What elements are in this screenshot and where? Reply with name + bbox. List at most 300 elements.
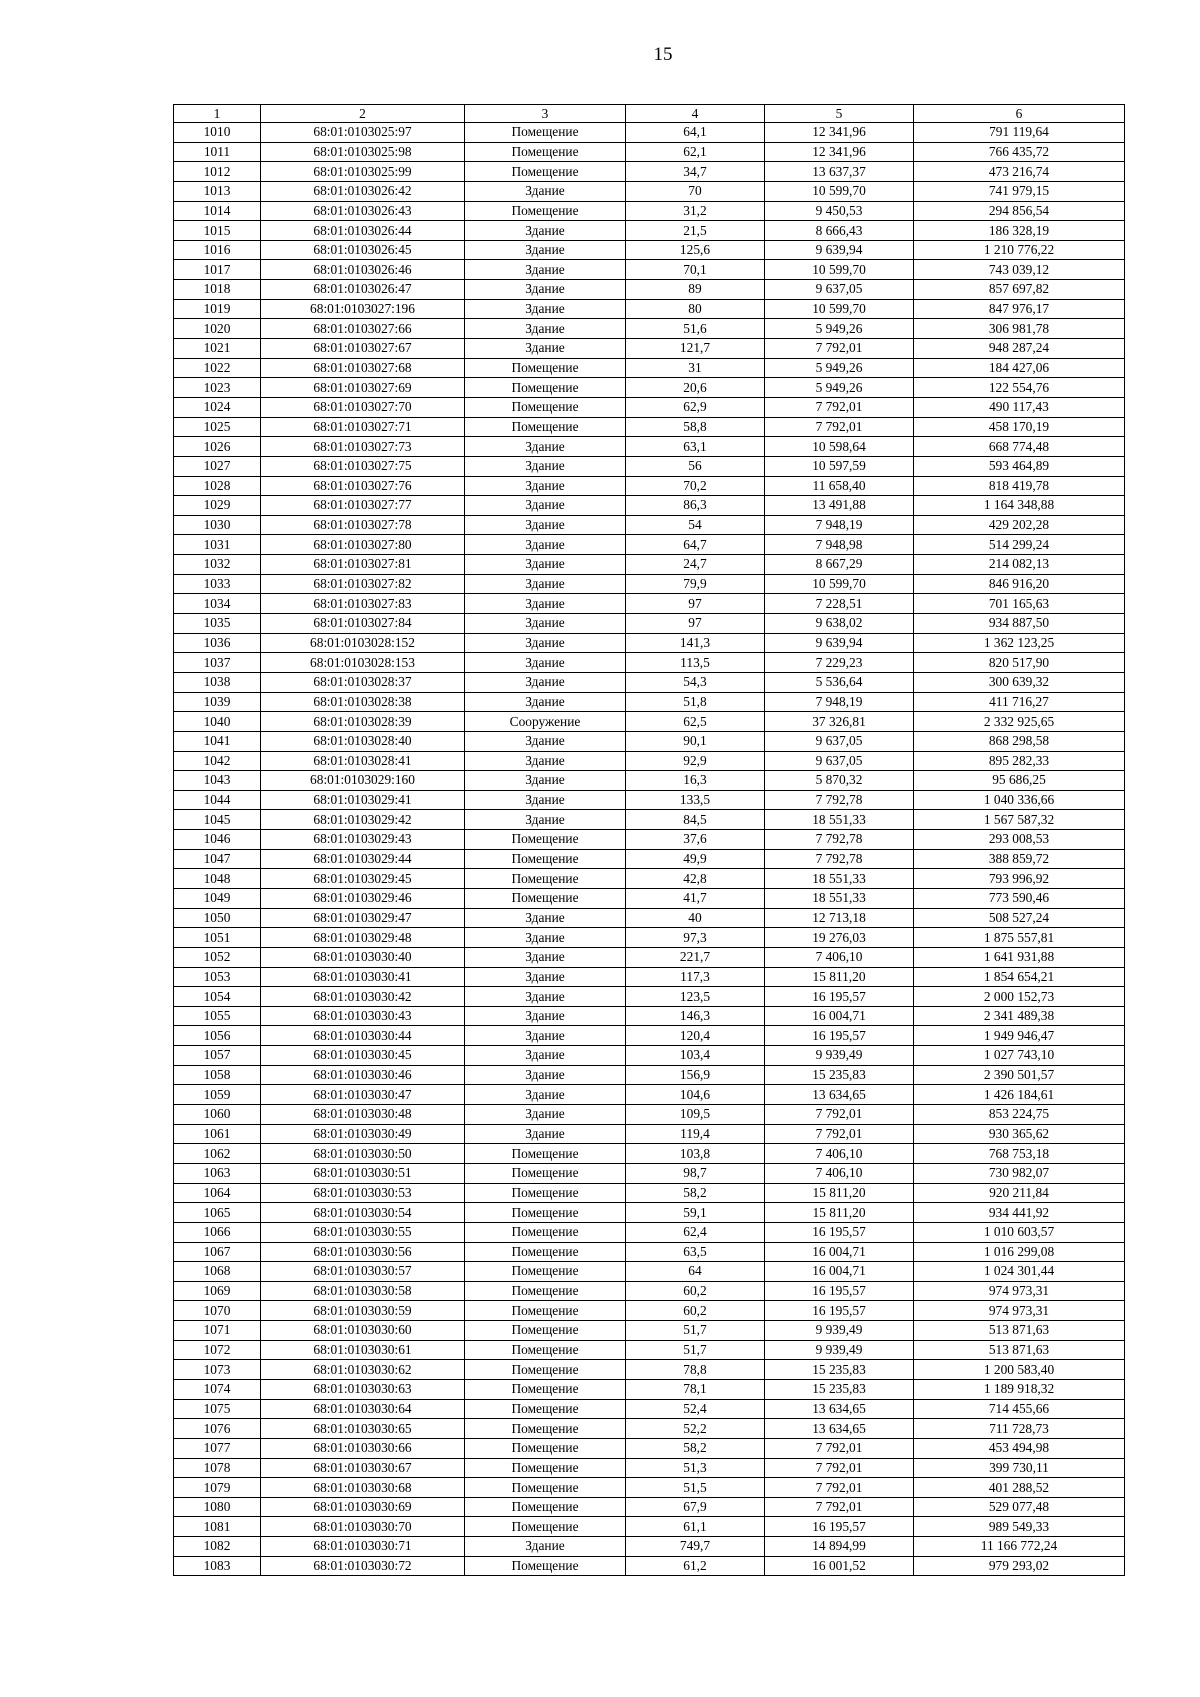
table-row — [174, 712, 1125, 732]
area-cell: 97 — [626, 594, 765, 614]
area-cell: 146,3 — [626, 1006, 765, 1026]
cadastral-number-cell: 68:01:0103030:68 — [261, 1478, 465, 1498]
cadastral-number-cell: 68:01:0103027:71 — [261, 417, 465, 437]
row-number-cell: 1074 — [174, 1380, 261, 1400]
cadastral-number-cell: 68:01:0103028:41 — [261, 751, 465, 771]
table-row — [174, 1163, 1125, 1183]
area-cell: 56 — [626, 456, 765, 476]
cadastral-number-cell: 68:01:0103030:41 — [261, 967, 465, 987]
row-number-cell: 1010 — [174, 123, 261, 143]
cadastral-value-cell: 743 039,12 — [914, 260, 1125, 280]
row-number-cell: 1045 — [174, 810, 261, 830]
cadastral-number-cell: 68:01:0103030:60 — [261, 1321, 465, 1341]
area-cell: 123,5 — [626, 987, 765, 1007]
cadastral-value-cell: 820 517,90 — [914, 653, 1125, 673]
cadastral-value-cell: 974 973,31 — [914, 1301, 1125, 1321]
area-cell: 63,5 — [626, 1242, 765, 1262]
specific-value-cell: 16 195,57 — [765, 1301, 914, 1321]
row-number-cell: 1080 — [174, 1497, 261, 1517]
cadastral-number-cell: 68:01:0103030:43 — [261, 1006, 465, 1026]
table-row — [174, 1262, 1125, 1282]
cadastral-value-cell: 711 728,73 — [914, 1419, 1125, 1439]
area-cell: 58,2 — [626, 1438, 765, 1458]
table-row — [174, 358, 1125, 378]
area-cell: 121,7 — [626, 339, 765, 359]
object-type-cell: Помещение — [465, 397, 626, 417]
specific-value-cell: 7 792,01 — [765, 339, 914, 359]
object-type-cell: Здание — [465, 790, 626, 810]
table-row — [174, 653, 1125, 673]
cadastral-value-cell: 300 639,32 — [914, 672, 1125, 692]
cadastral-value-cell: 793 996,92 — [914, 869, 1125, 889]
specific-value-cell: 7 948,98 — [765, 535, 914, 555]
row-number-cell: 1029 — [174, 496, 261, 516]
area-cell: 119,4 — [626, 1124, 765, 1144]
row-number-cell: 1034 — [174, 594, 261, 614]
row-number-cell: 1024 — [174, 397, 261, 417]
row-number-cell: 1046 — [174, 830, 261, 850]
row-number-cell: 1036 — [174, 633, 261, 653]
specific-value-cell: 8 667,29 — [765, 555, 914, 575]
area-cell: 64 — [626, 1262, 765, 1282]
specific-value-cell: 16 004,71 — [765, 1262, 914, 1282]
area-cell: 61,1 — [626, 1517, 765, 1537]
column-number-cell: 3 — [465, 105, 626, 123]
cadastral-number-cell: 68:01:0103030:54 — [261, 1203, 465, 1223]
specific-value-cell: 13 634,65 — [765, 1085, 914, 1105]
area-cell: 62,4 — [626, 1222, 765, 1242]
specific-value-cell: 7 792,01 — [765, 1438, 914, 1458]
specific-value-cell: 5 536,64 — [765, 672, 914, 692]
row-number-cell: 1048 — [174, 869, 261, 889]
object-type-cell: Помещение — [465, 378, 626, 398]
row-number-cell: 1058 — [174, 1065, 261, 1085]
object-type-cell: Здание — [465, 456, 626, 476]
row-number-cell: 1038 — [174, 672, 261, 692]
row-number-cell: 1057 — [174, 1046, 261, 1066]
object-type-cell: Здание — [465, 221, 626, 241]
object-type-cell: Помещение — [465, 1419, 626, 1439]
cadastral-value-cell: 1 040 336,66 — [914, 790, 1125, 810]
table-row — [174, 1183, 1125, 1203]
specific-value-cell: 15 811,20 — [765, 967, 914, 987]
specific-value-cell: 12 341,96 — [765, 142, 914, 162]
object-type-cell: Помещение — [465, 1556, 626, 1576]
specific-value-cell: 13 637,37 — [765, 162, 914, 182]
cadastral-number-cell: 68:01:0103030:48 — [261, 1105, 465, 1125]
area-cell: 70 — [626, 181, 765, 201]
object-type-cell: Здание — [465, 437, 626, 457]
area-cell: 62,5 — [626, 712, 765, 732]
table-row — [174, 731, 1125, 751]
cadastral-number-cell: 68:01:0103030:71 — [261, 1537, 465, 1557]
object-type-cell: Помещение — [465, 1517, 626, 1537]
cadastral-number-cell: 68:01:0103027:80 — [261, 535, 465, 555]
cadastral-number-cell: 68:01:0103027:196 — [261, 299, 465, 319]
object-type-cell: Здание — [465, 771, 626, 791]
table-row — [174, 614, 1125, 634]
specific-value-cell: 5 870,32 — [765, 771, 914, 791]
area-cell: 113,5 — [626, 653, 765, 673]
cadastral-value-cell: 934 887,50 — [914, 614, 1125, 634]
row-number-cell: 1077 — [174, 1438, 261, 1458]
row-number-cell: 1025 — [174, 417, 261, 437]
area-cell: 90,1 — [626, 731, 765, 751]
object-type-cell: Здание — [465, 1105, 626, 1125]
table-row — [174, 810, 1125, 830]
object-type-cell: Помещение — [465, 1438, 626, 1458]
table-row — [174, 496, 1125, 516]
object-type-cell: Здание — [465, 496, 626, 516]
specific-value-cell: 9 939,49 — [765, 1340, 914, 1360]
specific-value-cell: 10 599,70 — [765, 574, 914, 594]
row-number-cell: 1066 — [174, 1222, 261, 1242]
table-row — [174, 1203, 1125, 1223]
area-cell: 80 — [626, 299, 765, 319]
cadastral-number-cell: 68:01:0103028:38 — [261, 692, 465, 712]
area-cell: 133,5 — [626, 790, 765, 810]
area-cell: 58,8 — [626, 417, 765, 437]
row-number-cell: 1014 — [174, 201, 261, 221]
area-cell: 64,1 — [626, 123, 765, 143]
cadastral-number-cell: 68:01:0103026:46 — [261, 260, 465, 280]
table-row — [174, 280, 1125, 300]
area-cell: 221,7 — [626, 947, 765, 967]
row-number-cell: 1067 — [174, 1242, 261, 1262]
cadastral-value-cell: 490 117,43 — [914, 397, 1125, 417]
cadastral-value-cell: 95 686,25 — [914, 771, 1125, 791]
cadastral-value-cell: 773 590,46 — [914, 888, 1125, 908]
row-number-cell: 1083 — [174, 1556, 261, 1576]
specific-value-cell: 15 811,20 — [765, 1203, 914, 1223]
row-number-cell: 1065 — [174, 1203, 261, 1223]
table-row — [174, 1281, 1125, 1301]
object-type-cell: Здание — [465, 181, 626, 201]
object-type-cell: Помещение — [465, 1242, 626, 1262]
cadastral-number-cell: 68:01:0103027:73 — [261, 437, 465, 457]
area-cell: 62,1 — [626, 142, 765, 162]
object-type-cell: Здание — [465, 1065, 626, 1085]
cadastral-value-cell: 989 549,33 — [914, 1517, 1125, 1537]
cadastral-number-cell: 68:01:0103027:75 — [261, 456, 465, 476]
cadastral-value-cell: 429 202,28 — [914, 515, 1125, 535]
specific-value-cell: 12 713,18 — [765, 908, 914, 928]
area-cell: 49,9 — [626, 849, 765, 869]
object-type-cell: Помещение — [465, 201, 626, 221]
object-type-cell: Здание — [465, 1026, 626, 1046]
table-row — [174, 456, 1125, 476]
cadastral-number-cell: 68:01:0103030:40 — [261, 947, 465, 967]
row-number-cell: 1079 — [174, 1478, 261, 1498]
specific-value-cell: 9 637,05 — [765, 280, 914, 300]
table-row — [174, 692, 1125, 712]
row-number-cell: 1016 — [174, 240, 261, 260]
row-number-cell: 1021 — [174, 339, 261, 359]
cadastral-number-cell: 68:01:0103030:67 — [261, 1458, 465, 1478]
specific-value-cell: 7 792,01 — [765, 417, 914, 437]
cadastral-number-cell: 68:01:0103030:49 — [261, 1124, 465, 1144]
cadastral-number-cell: 68:01:0103030:53 — [261, 1183, 465, 1203]
object-type-cell: Здание — [465, 672, 626, 692]
specific-value-cell: 11 658,40 — [765, 476, 914, 496]
object-type-cell: Здание — [465, 1124, 626, 1144]
object-type-cell: Помещение — [465, 1340, 626, 1360]
specific-value-cell: 16 195,57 — [765, 1026, 914, 1046]
cadastral-number-cell: 68:01:0103028:39 — [261, 712, 465, 732]
specific-value-cell: 5 949,26 — [765, 378, 914, 398]
specific-value-cell: 13 491,88 — [765, 496, 914, 516]
table-row — [174, 221, 1125, 241]
cadastral-number-cell: 68:01:0103030:61 — [261, 1340, 465, 1360]
object-type-cell: Помещение — [465, 1281, 626, 1301]
row-number-cell: 1037 — [174, 653, 261, 673]
row-number-cell: 1041 — [174, 731, 261, 751]
area-cell: 141,3 — [626, 633, 765, 653]
object-type-cell: Помещение — [465, 1262, 626, 1282]
table-row — [174, 1301, 1125, 1321]
object-type-cell: Помещение — [465, 142, 626, 162]
cadastral-number-cell: 68:01:0103029:46 — [261, 888, 465, 908]
table-row — [174, 771, 1125, 791]
table-row — [174, 1144, 1125, 1164]
table-row — [174, 162, 1125, 182]
table-row — [174, 142, 1125, 162]
cadastral-value-cell: 714 455,66 — [914, 1399, 1125, 1419]
specific-value-cell: 16 001,52 — [765, 1556, 914, 1576]
table-row — [174, 1380, 1125, 1400]
area-cell: 54 — [626, 515, 765, 535]
row-number-cell: 1022 — [174, 358, 261, 378]
area-cell: 59,1 — [626, 1203, 765, 1223]
area-cell: 34,7 — [626, 162, 765, 182]
table-row — [174, 1321, 1125, 1341]
table-row — [174, 1065, 1125, 1085]
cadastral-value-cell: 948 287,24 — [914, 339, 1125, 359]
row-number-cell: 1027 — [174, 456, 261, 476]
cadastral-number-cell: 68:01:0103030:70 — [261, 1517, 465, 1537]
table-row — [174, 594, 1125, 614]
cadastral-value-cell: 768 753,18 — [914, 1144, 1125, 1164]
cadastral-number-cell: 68:01:0103030:66 — [261, 1438, 465, 1458]
cadastral-value-cell: 293 008,53 — [914, 830, 1125, 850]
cadastral-value-cell: 1 949 946,47 — [914, 1026, 1125, 1046]
object-type-cell: Помещение — [465, 1183, 626, 1203]
column-number-cell: 1 — [174, 105, 261, 123]
area-cell: 98,7 — [626, 1163, 765, 1183]
cadastral-number-cell: 68:01:0103030:59 — [261, 1301, 465, 1321]
area-cell: 156,9 — [626, 1065, 765, 1085]
property-table — [173, 104, 1125, 1576]
row-number-cell: 1061 — [174, 1124, 261, 1144]
cadastral-number-cell: 68:01:0103027:84 — [261, 614, 465, 634]
cadastral-number-cell: 68:01:0103027:83 — [261, 594, 465, 614]
table-row — [174, 849, 1125, 869]
specific-value-cell: 15 811,20 — [765, 1183, 914, 1203]
area-cell: 70,2 — [626, 476, 765, 496]
cadastral-value-cell: 847 976,17 — [914, 299, 1125, 319]
row-number-cell: 1040 — [174, 712, 261, 732]
object-type-cell: Помещение — [465, 1321, 626, 1341]
cadastral-value-cell: 2 000 152,73 — [914, 987, 1125, 1007]
object-type-cell: Помещение — [465, 1380, 626, 1400]
cadastral-number-cell: 68:01:0103027:77 — [261, 496, 465, 516]
row-number-cell: 1023 — [174, 378, 261, 398]
cadastral-value-cell: 1 641 931,88 — [914, 947, 1125, 967]
table-row — [174, 378, 1125, 398]
cadastral-number-cell: 68:01:0103025:97 — [261, 123, 465, 143]
cadastral-value-cell: 401 288,52 — [914, 1478, 1125, 1498]
cadastral-number-cell: 68:01:0103030:64 — [261, 1399, 465, 1419]
area-cell: 31,2 — [626, 201, 765, 221]
object-type-cell: Помещение — [465, 1458, 626, 1478]
table-row — [174, 987, 1125, 1007]
cadastral-value-cell: 453 494,98 — [914, 1438, 1125, 1458]
specific-value-cell: 37 326,81 — [765, 712, 914, 732]
table-row — [174, 633, 1125, 653]
object-type-cell: Здание — [465, 1537, 626, 1557]
cadastral-value-cell: 974 973,31 — [914, 1281, 1125, 1301]
cadastral-value-cell: 214 082,13 — [914, 555, 1125, 575]
area-cell: 60,2 — [626, 1281, 765, 1301]
specific-value-cell: 8 666,43 — [765, 221, 914, 241]
specific-value-cell: 9 939,49 — [765, 1321, 914, 1341]
table-row — [174, 830, 1125, 850]
table-row — [174, 1046, 1125, 1066]
cadastral-value-cell: 514 299,24 — [914, 535, 1125, 555]
cadastral-value-cell: 2 341 489,38 — [914, 1006, 1125, 1026]
table-row — [174, 1222, 1125, 1242]
specific-value-cell: 9 638,02 — [765, 614, 914, 634]
object-type-cell: Здание — [465, 987, 626, 1007]
row-number-cell: 1051 — [174, 928, 261, 948]
table-body — [174, 105, 1125, 1576]
table-row — [174, 1360, 1125, 1380]
specific-value-cell: 5 949,26 — [765, 358, 914, 378]
cadastral-number-cell: 68:01:0103029:43 — [261, 830, 465, 850]
table-row — [174, 260, 1125, 280]
cadastral-value-cell: 730 982,07 — [914, 1163, 1125, 1183]
area-cell: 97,3 — [626, 928, 765, 948]
cadastral-value-cell: 513 871,63 — [914, 1340, 1125, 1360]
area-cell: 103,8 — [626, 1144, 765, 1164]
table-row — [174, 1458, 1125, 1478]
row-number-cell: 1070 — [174, 1301, 261, 1321]
table-row — [174, 908, 1125, 928]
area-cell: 21,5 — [626, 221, 765, 241]
table-row — [174, 1537, 1125, 1557]
specific-value-cell: 19 276,03 — [765, 928, 914, 948]
area-cell: 64,7 — [626, 535, 765, 555]
cadastral-value-cell: 2 390 501,57 — [914, 1065, 1125, 1085]
area-cell: 92,9 — [626, 751, 765, 771]
row-number-cell: 1060 — [174, 1105, 261, 1125]
cadastral-value-cell: 1 027 743,10 — [914, 1046, 1125, 1066]
cadastral-value-cell: 529 077,48 — [914, 1497, 1125, 1517]
cadastral-value-cell: 2 332 925,65 — [914, 712, 1125, 732]
specific-value-cell: 7 948,19 — [765, 515, 914, 535]
area-cell: 51,7 — [626, 1340, 765, 1360]
area-cell: 79,9 — [626, 574, 765, 594]
cadastral-number-cell: 68:01:0103030:47 — [261, 1085, 465, 1105]
cadastral-number-cell: 68:01:0103028:37 — [261, 672, 465, 692]
cadastral-number-cell: 68:01:0103030:69 — [261, 1497, 465, 1517]
cadastral-number-cell: 68:01:0103030:55 — [261, 1222, 465, 1242]
cadastral-value-cell: 1 200 583,40 — [914, 1360, 1125, 1380]
specific-value-cell: 9 939,49 — [765, 1046, 914, 1066]
cadastral-number-cell: 68:01:0103029:41 — [261, 790, 465, 810]
cadastral-number-cell: 68:01:0103028:40 — [261, 731, 465, 751]
cadastral-value-cell: 1 016 299,08 — [914, 1242, 1125, 1262]
cadastral-number-cell: 68:01:0103027:76 — [261, 476, 465, 496]
cadastral-number-cell: 68:01:0103027:81 — [261, 555, 465, 575]
cadastral-value-cell: 895 282,33 — [914, 751, 1125, 771]
area-cell: 58,2 — [626, 1183, 765, 1203]
row-number-cell: 1050 — [174, 908, 261, 928]
object-type-cell: Здание — [465, 594, 626, 614]
table-row — [174, 515, 1125, 535]
area-cell: 78,1 — [626, 1380, 765, 1400]
table-row — [174, 299, 1125, 319]
row-number-cell: 1043 — [174, 771, 261, 791]
table-row — [174, 1085, 1125, 1105]
object-type-cell: Помещение — [465, 162, 626, 182]
object-type-cell: Здание — [465, 535, 626, 555]
object-type-cell: Здание — [465, 1006, 626, 1026]
row-number-cell: 1056 — [174, 1026, 261, 1046]
specific-value-cell: 7 792,01 — [765, 1478, 914, 1498]
table-row — [174, 1242, 1125, 1262]
area-cell: 749,7 — [626, 1537, 765, 1557]
object-type-cell: Здание — [465, 240, 626, 260]
specific-value-cell: 9 639,94 — [765, 633, 914, 653]
specific-value-cell: 10 599,70 — [765, 299, 914, 319]
area-cell: 52,2 — [626, 1419, 765, 1439]
area-cell: 125,6 — [626, 240, 765, 260]
cadastral-number-cell: 68:01:0103029:47 — [261, 908, 465, 928]
cadastral-value-cell: 122 554,76 — [914, 378, 1125, 398]
table-row — [174, 888, 1125, 908]
table-row — [174, 947, 1125, 967]
area-cell: 117,3 — [626, 967, 765, 987]
cadastral-number-cell: 68:01:0103030:72 — [261, 1556, 465, 1576]
area-cell: 20,6 — [626, 378, 765, 398]
row-number-cell: 1062 — [174, 1144, 261, 1164]
area-cell: 78,8 — [626, 1360, 765, 1380]
object-type-cell: Помещение — [465, 1222, 626, 1242]
area-cell: 40 — [626, 908, 765, 928]
table-row — [174, 869, 1125, 889]
table-row — [174, 1419, 1125, 1439]
area-cell: 31 — [626, 358, 765, 378]
object-type-cell: Здание — [465, 810, 626, 830]
table-row — [174, 437, 1125, 457]
area-cell: 97 — [626, 614, 765, 634]
cadastral-value-cell: 846 916,20 — [914, 574, 1125, 594]
specific-value-cell: 7 792,01 — [765, 397, 914, 417]
object-type-cell: Здание — [465, 280, 626, 300]
specific-value-cell: 7 792,01 — [765, 1105, 914, 1125]
table-row — [174, 339, 1125, 359]
specific-value-cell: 7 406,10 — [765, 1144, 914, 1164]
object-type-cell: Здание — [465, 731, 626, 751]
cadastral-number-cell: 68:01:0103028:152 — [261, 633, 465, 653]
area-cell: 51,6 — [626, 319, 765, 339]
column-number-row — [174, 105, 1125, 123]
specific-value-cell: 10 599,70 — [765, 260, 914, 280]
area-cell: 70,1 — [626, 260, 765, 280]
area-cell: 41,7 — [626, 888, 765, 908]
area-cell: 51,5 — [626, 1478, 765, 1498]
